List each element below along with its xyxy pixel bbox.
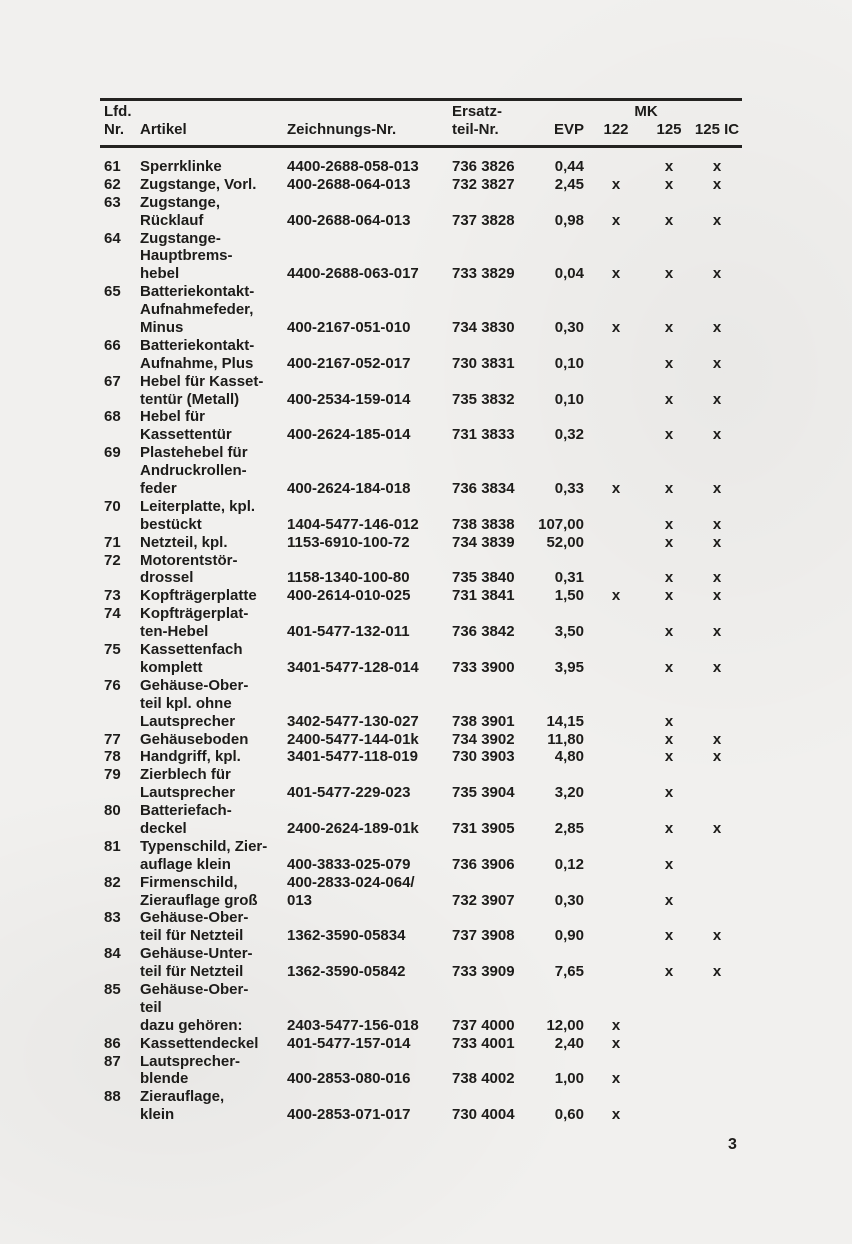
page-number: 3 [728, 1136, 737, 1153]
table-row [100, 158, 742, 176]
cell-zeichnungs-nr: 400-2534-159-014 [287, 390, 411, 408]
parts-table [100, 98, 742, 1124]
table-row [100, 909, 742, 927]
cell-artikel: Handgriff, kpl. [140, 748, 241, 766]
cell-ersatzteil-nr: 733 3909 [452, 963, 515, 981]
cell-zeichnungs-nr: 4400-2688-063-017 [287, 265, 419, 283]
cell-lfd-nr: 72 [104, 551, 121, 569]
cell-artikel: Hebel für Kasset- [140, 372, 264, 390]
cell-artikel: Kopfträgerplatte [140, 587, 257, 605]
cell-ersatzteil-nr: 736 3906 [452, 855, 515, 873]
table-row [100, 1053, 742, 1071]
table-row [100, 569, 742, 587]
cell-mk-125ic: x [712, 158, 722, 175]
cell-artikel: Firmenschild, [140, 873, 238, 891]
cell-lfd-nr: 79 [104, 766, 121, 784]
column-header-evp: EVP [553, 121, 584, 138]
cell-mk-125ic: x [712, 515, 722, 533]
cell-artikel: Aufnahme, Plus [140, 354, 254, 372]
cell-artikel: Kassettendeckel [140, 1034, 259, 1052]
cell-mk-125ic: x [712, 319, 722, 337]
cell-mk-125ic: x [712, 819, 722, 837]
cell-ersatzteil-nr: 737 3908 [452, 927, 515, 945]
cell-evp: 0,90 [554, 927, 584, 945]
cell-evp: 0,31 [554, 569, 584, 587]
cell-mk-125ic: x [712, 587, 722, 605]
cell-mk-125: x [664, 354, 674, 372]
column-header-zeichnungs-nr: Zeichnungs-Nr. [287, 121, 397, 138]
cell-mk-125ic: x [712, 963, 722, 981]
cell-zeichnungs-nr: 400-2614-010-025 [287, 587, 411, 605]
column-header-mk125: 125 [656, 121, 682, 138]
cell-evp: 107,00 [538, 515, 584, 533]
cell-ersatzteil-nr: 733 4001 [452, 1034, 515, 1052]
cell-artikel: Aufnahmefeder, [140, 301, 254, 319]
cell-mk-125: x [664, 623, 674, 641]
cell-artikel: hebel [140, 265, 180, 283]
cell-lfd-nr: 86 [104, 1034, 121, 1052]
column-header-mk-group: MK [634, 103, 658, 120]
cell-artikel: Batteriekontakt- [140, 283, 255, 301]
table-row [100, 623, 742, 641]
table-row [100, 820, 742, 838]
cell-mk-122: x [611, 1016, 621, 1034]
cell-artikel: Kopfträgerplat- [140, 605, 249, 623]
cell-lfd-nr: 73 [104, 587, 121, 605]
cell-zeichnungs-nr: 1158-1340-100-80 [287, 569, 410, 587]
table-row [100, 283, 742, 301]
cell-evp: 1,50 [554, 587, 584, 605]
cell-artikel: Plastehebel für [140, 444, 248, 462]
cell-zeichnungs-nr: 401-5477-132-011 [287, 623, 410, 641]
cell-ersatzteil-nr: 731 3905 [452, 819, 515, 837]
table-row [100, 892, 742, 910]
cell-zeichnungs-nr: 400-2688-064-013 [287, 211, 411, 229]
cell-ersatzteil-nr: 731 3833 [452, 426, 515, 444]
cell-lfd-nr: 64 [104, 229, 121, 247]
cell-mk-125: x [664, 533, 674, 551]
cell-ersatzteil-nr: 738 4002 [452, 1070, 515, 1088]
cell-artikel: Rücklauf [140, 211, 204, 229]
cell-artikel: Typenschild, Zier- [140, 837, 268, 855]
cell-zeichnungs-nr: 400-2833-024-064/ [287, 873, 415, 891]
cell-lfd-nr: 87 [104, 1052, 121, 1070]
table-row [100, 373, 742, 391]
table-row [100, 605, 742, 623]
cell-mk-125ic: x [712, 354, 722, 372]
cell-artikel: Lautsprecher [140, 712, 236, 730]
cell-evp: 0,98 [554, 211, 584, 229]
cell-artikel: Batteriefach- [140, 802, 232, 820]
cell-lfd-nr: 70 [104, 497, 121, 515]
cell-artikel: bestückt [140, 515, 202, 533]
table-body [100, 158, 742, 1124]
cell-evp: 11,80 [547, 730, 584, 748]
cell-zeichnungs-nr: 3402-5477-130-027 [287, 712, 419, 730]
cell-mk-125ic: x [712, 265, 722, 283]
cell-ersatzteil-nr: 732 3827 [452, 175, 515, 193]
cell-artikel: blende [140, 1070, 189, 1088]
cell-mk-125: x [664, 587, 674, 605]
cell-mk-125: x [664, 175, 674, 193]
cell-mk-125ic: x [712, 211, 722, 229]
cell-zeichnungs-nr: 1153-6910-100-72 [287, 533, 410, 551]
cell-artikel: deckel [140, 819, 187, 837]
table-row [100, 999, 742, 1017]
cell-artikel: auflage klein [140, 855, 231, 873]
table-row [100, 552, 742, 570]
table-row [100, 194, 742, 212]
cell-lfd-nr: 76 [104, 676, 121, 694]
table-row [100, 230, 742, 248]
cell-ersatzteil-nr: 734 3830 [452, 319, 515, 337]
cell-lfd-nr: 77 [104, 730, 121, 748]
cell-mk-125: x [664, 730, 674, 748]
cell-artikel: teil [140, 998, 162, 1016]
cell-evp: 2,85 [554, 819, 584, 837]
cell-artikel: Gehäuse-Ober- [140, 980, 249, 998]
cell-evp: 14,15 [546, 712, 584, 730]
cell-artikel: Gehäuse-Ober- [140, 909, 249, 927]
cell-mk-122: x [611, 175, 621, 193]
cell-ersatzteil-nr: 730 4004 [452, 1106, 515, 1124]
cell-mk-125ic: x [712, 533, 722, 551]
cell-lfd-nr: 67 [104, 372, 121, 390]
table-row [100, 802, 742, 820]
cell-lfd-nr: 61 [104, 158, 121, 175]
cell-lfd-nr: 80 [104, 802, 121, 820]
cell-artikel: Zierauflage, [140, 1088, 225, 1106]
cell-artikel: drossel [140, 569, 194, 587]
table-row [100, 534, 742, 552]
cell-artikel: Zierauflage groß [140, 891, 258, 909]
cell-evp: 0,60 [554, 1106, 584, 1124]
column-header-ersatz-line2: teil-Nr. [452, 121, 499, 138]
cell-artikel: Zugstange- [140, 229, 221, 247]
table-header [100, 103, 742, 139]
table-row [100, 516, 742, 534]
cell-ersatzteil-nr: 735 3904 [452, 784, 515, 802]
cell-ersatzteil-nr: 734 3902 [452, 730, 515, 748]
cell-zeichnungs-nr: 2400-2624-189-01k [287, 819, 419, 837]
table-row [100, 462, 742, 480]
cell-zeichnungs-nr: 400-2624-184-018 [287, 480, 411, 498]
cell-zeichnungs-nr: 1362-3590-05842 [287, 963, 406, 981]
cell-mk-125: x [664, 158, 674, 175]
cell-lfd-nr: 82 [104, 873, 121, 891]
table-row [100, 265, 742, 283]
table-row [100, 766, 742, 784]
cell-mk-125ic: x [712, 623, 722, 641]
table-row [100, 1088, 742, 1106]
cell-zeichnungs-nr: 2403-5477-156-018 [287, 1016, 419, 1034]
cell-lfd-nr: 84 [104, 945, 121, 963]
cell-lfd-nr: 85 [104, 980, 121, 998]
cell-mk-125ic: x [712, 426, 722, 444]
cell-ersatzteil-nr: 733 3829 [452, 265, 515, 283]
cell-artikel: Gehäuse-Unter- [140, 945, 253, 963]
cell-zeichnungs-nr: 401-5477-229-023 [287, 784, 411, 802]
cell-mk-125: x [664, 927, 674, 945]
cell-mk-122: x [611, 1106, 621, 1124]
cell-mk-125: x [664, 211, 674, 229]
table-top-rule [100, 98, 742, 101]
cell-artikel: teil kpl. ohne [140, 694, 232, 712]
cell-mk-122: x [611, 1034, 621, 1052]
cell-evp: 0,30 [554, 891, 584, 909]
table-row [100, 856, 742, 874]
cell-evp: 0,32 [554, 426, 584, 444]
cell-lfd-nr: 66 [104, 336, 121, 354]
column-header-lfd-line1: Lfd. [104, 103, 132, 120]
cell-mk-125: x [664, 319, 674, 337]
cell-mk-122: x [611, 319, 621, 337]
cell-mk-125: x [664, 963, 674, 981]
cell-evp: 12,00 [546, 1016, 584, 1034]
cell-lfd-nr: 81 [104, 837, 121, 855]
cell-evp: 3,20 [554, 784, 584, 802]
cell-evp: 0,10 [554, 390, 584, 408]
cell-artikel: komplett [140, 658, 203, 676]
cell-artikel: Gehäuse-Ober- [140, 676, 249, 694]
cell-mk-125ic: x [712, 927, 722, 945]
table-row [100, 1106, 742, 1124]
cell-artikel: Lautsprecher- [140, 1052, 241, 1070]
cell-mk-122: x [611, 1070, 621, 1088]
cell-zeichnungs-nr: 4400-2688-058-013 [287, 158, 419, 175]
cell-evp: 0,33 [554, 480, 584, 498]
cell-zeichnungs-nr: 1404-5477-146-012 [287, 515, 419, 533]
cell-evp: 0,10 [554, 354, 584, 372]
table-row [100, 695, 742, 713]
cell-mk-125ic: x [712, 480, 722, 498]
cell-ersatzteil-nr: 730 3831 [452, 354, 515, 372]
cell-zeichnungs-nr: 013 [287, 891, 313, 909]
header-line-2 [100, 121, 742, 139]
cell-zeichnungs-nr: 400-2167-052-017 [287, 354, 411, 372]
cell-mk-122: x [611, 265, 621, 283]
cell-artikel: Zugstange, Vorl. [140, 175, 257, 193]
cell-artikel: Leiterplatte, kpl. [140, 497, 256, 515]
table-row [100, 713, 742, 731]
table-row [100, 587, 742, 605]
cell-lfd-nr: 63 [104, 193, 121, 211]
table-row [100, 408, 742, 426]
cell-zeichnungs-nr: 3401-5477-118-019 [287, 748, 418, 766]
table-row [100, 176, 742, 194]
table-row [100, 748, 742, 766]
cell-mk-125ic: x [712, 658, 722, 676]
cell-lfd-nr: 65 [104, 283, 121, 301]
cell-zeichnungs-nr: 400-3833-025-079 [287, 855, 411, 873]
cell-lfd-nr: 68 [104, 408, 121, 426]
cell-mk-125: x [664, 784, 674, 802]
cell-lfd-nr: 71 [104, 533, 121, 551]
column-header-artikel: Artikel [140, 121, 187, 138]
column-header-mk125ic: 125 IC [694, 121, 740, 138]
cell-artikel: Kassettentür [140, 426, 232, 444]
cell-zeichnungs-nr: 400-2688-064-013 [287, 175, 411, 193]
table-row [100, 677, 742, 695]
table-row [100, 731, 742, 749]
cell-ersatzteil-nr: 736 3826 [452, 158, 515, 175]
cell-mk-125: x [664, 658, 674, 676]
cell-artikel: teil für Netzteil [140, 963, 244, 981]
cell-artikel: Hauptbrems- [140, 247, 233, 265]
table-row [100, 247, 742, 265]
cell-evp: 3,50 [554, 623, 584, 641]
cell-lfd-nr: 83 [104, 909, 121, 927]
cell-evp: 0,04 [554, 265, 584, 283]
table-row [100, 444, 742, 462]
cell-mk-125: x [664, 515, 674, 533]
table-row [100, 212, 742, 230]
cell-zeichnungs-nr: 400-2167-051-010 [287, 319, 411, 337]
table-row [100, 337, 742, 355]
table-row [100, 1035, 742, 1053]
table-row [100, 426, 742, 444]
cell-mk-125ic: x [712, 730, 722, 748]
table-row [100, 355, 742, 373]
cell-ersatzteil-nr: 735 3840 [452, 569, 515, 587]
cell-mk-125: x [664, 569, 674, 587]
cell-evp: 2,45 [554, 175, 584, 193]
table-row [100, 659, 742, 677]
cell-zeichnungs-nr: 1362-3590-05834 [287, 927, 406, 945]
cell-zeichnungs-nr: 2400-5477-144-01k [287, 730, 419, 748]
cell-ersatzteil-nr: 736 3834 [452, 480, 515, 498]
cell-evp: 7,65 [554, 963, 584, 981]
cell-lfd-nr: 88 [104, 1088, 121, 1106]
cell-evp: 52,00 [546, 533, 584, 551]
cell-ersatzteil-nr: 738 3901 [452, 712, 515, 730]
cell-artikel: Zugstange, [140, 193, 221, 211]
cell-evp: 3,95 [554, 658, 584, 676]
cell-lfd-nr: 75 [104, 641, 121, 659]
table-row [100, 945, 742, 963]
header-separator-rule [100, 145, 742, 148]
cell-lfd-nr: 74 [104, 605, 121, 623]
cell-zeichnungs-nr: 401-5477-157-014 [287, 1034, 411, 1052]
cell-artikel: Batteriekontakt- [140, 336, 255, 354]
table-row [100, 480, 742, 498]
table-row [100, 1017, 742, 1035]
cell-ersatzteil-nr: 738 3838 [452, 515, 515, 533]
cell-ersatzteil-nr: 735 3832 [452, 390, 515, 408]
cell-mk-125ic: x [712, 748, 722, 766]
cell-ersatzteil-nr: 730 3903 [452, 748, 515, 766]
cell-mk-125: x [664, 426, 674, 444]
cell-zeichnungs-nr: 400-2853-071-017 [287, 1106, 411, 1124]
cell-artikel: Lautsprecher [140, 784, 236, 802]
cell-mk-122: x [611, 480, 621, 498]
cell-artikel: Motorentstör- [140, 551, 238, 569]
cell-ersatzteil-nr: 733 3900 [452, 658, 515, 676]
cell-mk-125: x [664, 855, 674, 873]
cell-evp: 2,40 [554, 1034, 584, 1052]
cell-mk-122: x [611, 587, 621, 605]
cell-mk-125: x [664, 480, 674, 498]
cell-artikel: Kassettenfach [140, 641, 243, 659]
cell-lfd-nr: 62 [104, 175, 121, 193]
cell-mk-125ic: x [712, 175, 722, 193]
table-row [100, 784, 742, 802]
cell-ersatzteil-nr: 737 3828 [452, 211, 515, 229]
cell-artikel: Hebel für [140, 408, 206, 426]
table-row [100, 981, 742, 999]
cell-evp: 0,44 [554, 158, 584, 175]
cell-ersatzteil-nr: 734 3839 [452, 533, 515, 551]
table-row [100, 963, 742, 981]
cell-evp: 0,30 [554, 319, 584, 337]
cell-artikel: tentür (Metall) [140, 390, 240, 408]
cell-artikel: Andruckrollen- [140, 462, 247, 480]
column-header-lfd-line2: Nr. [104, 121, 125, 138]
cell-lfd-nr: 69 [104, 444, 121, 462]
cell-mk-125ic: x [712, 569, 722, 587]
cell-artikel: Sperrklinke [140, 158, 222, 175]
table-row [100, 498, 742, 516]
cell-mk-125: x [664, 748, 674, 766]
cell-artikel: dazu gehören: [140, 1016, 243, 1034]
cell-ersatzteil-nr: 732 3907 [452, 891, 515, 909]
cell-zeichnungs-nr: 400-2624-185-014 [287, 426, 411, 444]
table-row [100, 1070, 742, 1088]
cell-mk-125: x [664, 390, 674, 408]
table-row [100, 301, 742, 319]
cell-artikel: klein [140, 1106, 175, 1124]
table-row [100, 838, 742, 856]
cell-artikel: Zierblech für [140, 766, 231, 784]
cell-evp: 1,00 [554, 1070, 584, 1088]
cell-artikel: teil für Netzteil [140, 927, 244, 945]
header-line-1 [100, 103, 742, 121]
table-row [100, 391, 742, 409]
cell-artikel: ten-Hebel [140, 623, 209, 641]
table-row [100, 319, 742, 337]
cell-lfd-nr: 78 [104, 748, 121, 766]
cell-artikel: feder [140, 480, 177, 498]
cell-evp: 0,12 [554, 855, 584, 873]
cell-artikel: Netzteil, kpl. [140, 533, 228, 551]
cell-evp: 4,80 [554, 748, 584, 766]
cell-mk-122: x [611, 211, 621, 229]
table-row [100, 927, 742, 945]
table-row [100, 641, 742, 659]
cell-ersatzteil-nr: 737 4000 [452, 1016, 515, 1034]
cell-mk-125: x [664, 712, 674, 730]
cell-ersatzteil-nr: 731 3841 [452, 587, 515, 605]
cell-zeichnungs-nr: 400-2853-080-016 [287, 1070, 411, 1088]
column-header-ersatz-line1: Ersatz- [452, 103, 503, 120]
cell-zeichnungs-nr: 3401-5477-128-014 [287, 658, 419, 676]
cell-ersatzteil-nr: 736 3842 [452, 623, 515, 641]
table-row [100, 874, 742, 892]
column-header-mk122: 122 [603, 121, 629, 138]
cell-mk-125: x [664, 891, 674, 909]
cell-artikel: Minus [140, 319, 184, 337]
cell-mk-125ic: x [712, 390, 722, 408]
cell-mk-125: x [664, 819, 674, 837]
cell-mk-125: x [664, 265, 674, 283]
cell-artikel: Gehäuseboden [140, 730, 249, 748]
